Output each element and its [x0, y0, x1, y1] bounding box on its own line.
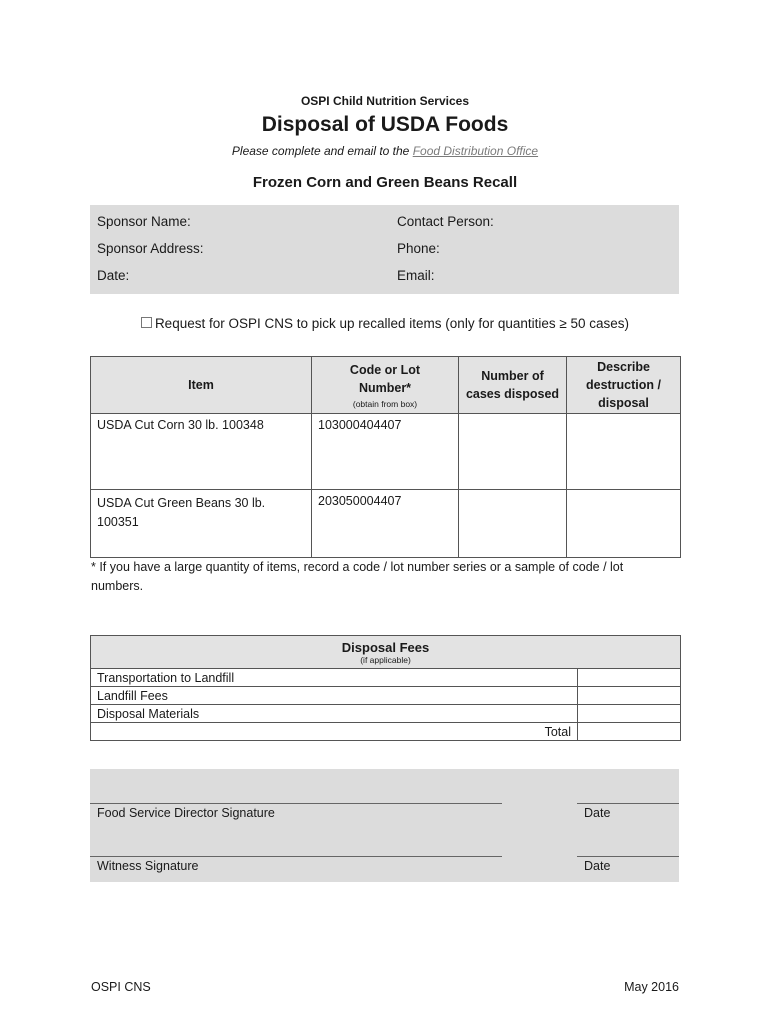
header-item: Item: [91, 357, 312, 414]
fee-total-label: Total: [91, 723, 578, 741]
fees-title: Disposal Fees: [341, 639, 430, 655]
fee-row: [91, 687, 681, 705]
fees-note: (if applicable): [360, 654, 411, 665]
phone-label: Phone:: [397, 241, 440, 256]
footer-right: May 2016: [624, 980, 679, 994]
director-date-label: Date: [584, 806, 611, 820]
director-signature-line[interactable]: [90, 803, 502, 804]
row1-code: 103000404407: [312, 414, 459, 490]
header-cases-line2: cases disposed: [465, 387, 560, 401]
pickup-request-label: Request for OSPI CNS to pick up recalled items (only for quantities ≥ 50 cases): [154, 316, 630, 331]
recall-title: Frozen Corn and Green Beans Recall: [252, 174, 518, 191]
footer-left: OSPI CNS: [91, 980, 151, 994]
subtitle: [0, 144, 770, 158]
fee-amount-landfill[interactable]: [578, 687, 681, 705]
lot-number-footnote: * If you have a large quantity of items, record a code / lot number series or a sample of code / lot numbers.: [91, 560, 624, 593]
fee-row: [91, 705, 681, 723]
fee-amount-transportation[interactable]: [578, 669, 681, 687]
row1-item: USDA Cut Corn 30 lb. 100348: [91, 414, 312, 490]
sponsor-name-label: Sponsor Name:: [97, 214, 191, 229]
page-title: Disposal of USDA Foods: [261, 113, 509, 136]
header-code-note: (obtain from box): [352, 399, 418, 409]
director-date-line[interactable]: [577, 803, 679, 804]
header-code-line1: Code or Lot: [349, 363, 421, 377]
witness-date-label: Date: [584, 859, 611, 873]
subtitle-text: Please complete and email to the: [231, 144, 413, 158]
row2-describe-input[interactable]: [567, 490, 681, 558]
contact-person-label: Contact Person:: [397, 214, 494, 229]
header-describe: [567, 357, 681, 414]
header-cases-line1: Number of: [481, 369, 544, 383]
signature-box: [90, 769, 679, 882]
pickup-request: [0, 316, 770, 331]
director-signature-label: Food Service Director Signature: [97, 806, 275, 820]
row1-cases-input[interactable]: [459, 414, 567, 490]
fee-amount-materials[interactable]: [578, 705, 681, 723]
sponsor-info-box: [90, 205, 679, 294]
row2-item: USDA Cut Green Beans 30 lb. 100351: [91, 490, 312, 558]
email-label: Email:: [397, 268, 435, 283]
fee-total-row: [91, 723, 681, 741]
header-code-line2: Number*: [358, 381, 412, 395]
table-header-row: [91, 357, 681, 414]
row1-describe-input[interactable]: [567, 414, 681, 490]
header-describe-line2: destruction /: [585, 378, 661, 392]
pickup-checkbox[interactable]: [141, 317, 152, 328]
row2-cases-input[interactable]: [459, 490, 567, 558]
recalled-items-table: [90, 356, 681, 558]
witness-signature-label: Witness Signature: [97, 859, 199, 873]
fee-row: [91, 669, 681, 687]
sponsor-address-label: Sponsor Address:: [97, 241, 204, 256]
witness-date-line[interactable]: [577, 856, 679, 857]
header-cases: [459, 357, 567, 414]
fee-label-materials: Disposal Materials: [91, 705, 578, 723]
organization-name: OSPI Child Nutrition Services: [300, 94, 470, 108]
fee-label-landfill: Landfill Fees: [91, 687, 578, 705]
row2-code: 203050004407: [312, 490, 459, 558]
disposal-fees-table: [90, 635, 681, 741]
date-label: Date:: [97, 268, 130, 283]
witness-signature-line[interactable]: [90, 856, 502, 857]
table-row: [91, 414, 681, 490]
header-describe-line3: disposal: [598, 396, 649, 410]
fees-header-row: [91, 636, 681, 669]
header-describe-line1: Describe: [597, 360, 650, 374]
fee-total-amount[interactable]: [578, 723, 681, 741]
food-distribution-office-link[interactable]: Food Distribution Office: [412, 144, 539, 158]
header-code-lot: [312, 357, 459, 414]
fees-header: [91, 636, 681, 669]
table-row: [91, 490, 681, 558]
fee-label-transportation: Transportation to Landfill: [91, 669, 578, 687]
